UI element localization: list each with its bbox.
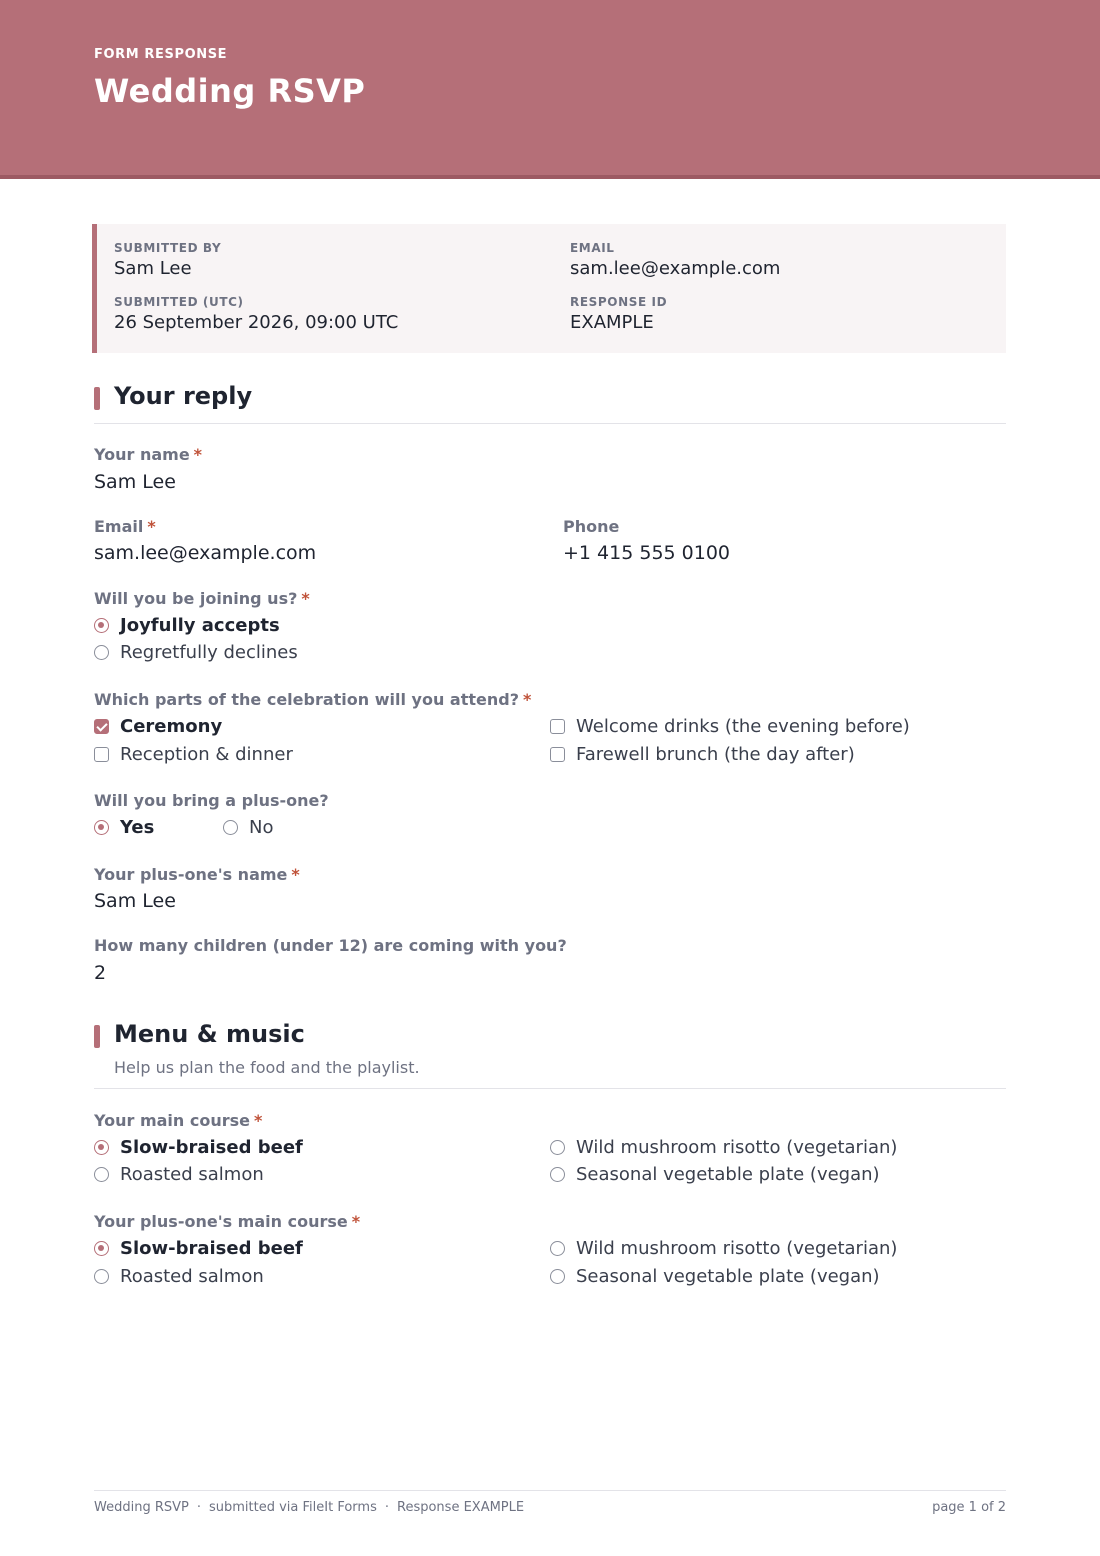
- option-roasted-salmon[interactable]: Roasted salmon: [94, 1163, 264, 1185]
- option-ceremony[interactable]: Ceremony: [94, 715, 222, 737]
- footer-separator: ·: [196, 1500, 201, 1515]
- header-kicker: FORM RESPONSE: [94, 47, 228, 62]
- required-marker: *: [291, 865, 300, 884]
- section-menu-music: [94, 1020, 1006, 1089]
- meta-email: [570, 241, 780, 279]
- answer-your-name: Sam Lee: [94, 471, 176, 493]
- meta-label: SUBMITTED (UTC): [114, 295, 244, 309]
- meta-label: EMAIL: [570, 241, 615, 255]
- question-children: How many children (under 12) are coming with you?: [94, 936, 567, 955]
- meta-value: Sam Lee: [114, 258, 192, 279]
- question-your-name: Your name *: [94, 445, 203, 464]
- option-vegetable-plate[interactable]: Seasonal vegetable plate (vegan): [550, 1163, 880, 1185]
- footer-info: [94, 1500, 524, 1515]
- meta-value: EXAMPLE: [570, 312, 654, 333]
- option-regretfully-declines[interactable]: Regretfully declines: [94, 641, 298, 663]
- option-plus-one-slow-braised-beef[interactable]: Slow-braised beef: [94, 1237, 303, 1259]
- answer-plus-one-name: Sam Lee: [94, 890, 176, 912]
- answer-children: 2: [94, 962, 107, 984]
- meta-label: SUBMITTED BY: [114, 241, 222, 255]
- question-phone: Phone: [563, 517, 620, 536]
- footer-separator: ·: [384, 1500, 389, 1515]
- option-plus-one-vegetable-plate[interactable]: Seasonal vegetable plate (vegan): [550, 1265, 880, 1287]
- option-joyfully-accepts[interactable]: Joyfully accepts: [94, 614, 280, 636]
- option-slow-braised-beef[interactable]: Slow-braised beef: [94, 1136, 303, 1158]
- section-accent-bar: [94, 1025, 100, 1048]
- radio-icon: [550, 1241, 565, 1256]
- submission-meta: [92, 224, 1006, 353]
- option-mushroom-risotto[interactable]: Wild mushroom risotto (vegetarian): [550, 1136, 897, 1158]
- option-reception-dinner[interactable]: Reception & dinner: [94, 743, 293, 765]
- required-marker: *: [254, 1111, 263, 1130]
- footer-via: submitted via FileIt Forms: [209, 1500, 377, 1515]
- radio-icon: [94, 1269, 109, 1284]
- page-footer: [94, 1490, 1006, 1520]
- radio-selected-icon: [94, 1140, 109, 1155]
- answer-email: sam.lee@example.com: [94, 542, 317, 564]
- option-welcome-drinks[interactable]: Welcome drinks (the evening before): [550, 715, 910, 737]
- required-marker: *: [351, 1212, 361, 1231]
- footer-response: Response EXAMPLE: [397, 1500, 525, 1515]
- radio-icon: [94, 1167, 109, 1182]
- footer-form-name: Wedding RSVP: [94, 1500, 189, 1515]
- meta-response-id: [570, 295, 667, 333]
- question-plus-one: Will you bring a plus-one?: [94, 791, 329, 810]
- meta-label: RESPONSE ID: [570, 295, 668, 309]
- section-title: Menu & music: [114, 1020, 305, 1048]
- page-title: Wedding RSVP: [94, 72, 366, 110]
- radio-icon: [550, 1269, 565, 1284]
- question-parts: Which parts of the celebration will you attend? *: [94, 690, 532, 709]
- question-joining: Will you be joining us? *: [94, 589, 310, 608]
- question-plus-one-name: Your plus-one's name *: [94, 865, 300, 884]
- checkbox-icon: [550, 747, 565, 762]
- option-farewell-brunch[interactable]: Farewell brunch (the day after): [550, 743, 855, 765]
- section-accent-bar: [94, 387, 100, 410]
- option-no[interactable]: No: [223, 816, 273, 838]
- question-main-course: Your main course *: [94, 1111, 263, 1130]
- radio-selected-icon: [94, 820, 109, 835]
- meta-submitted-by: [114, 241, 221, 279]
- required-marker: *: [147, 517, 156, 536]
- section-title: Your reply: [114, 382, 253, 410]
- page-number: page 1 of 2: [932, 1500, 1006, 1515]
- section-subtitle: Help us plan the food and the playlist.: [114, 1058, 420, 1077]
- question-plus-one-course: Your plus-one's main course *: [94, 1212, 361, 1231]
- radio-icon: [223, 820, 238, 835]
- checkbox-icon: [94, 747, 109, 762]
- option-yes[interactable]: Yes: [94, 816, 154, 838]
- page-header: [0, 0, 1100, 179]
- answer-phone: +1 415 555 0100: [563, 542, 731, 564]
- meta-value: 26 September 2026, 09:00 UTC: [114, 312, 399, 333]
- radio-icon: [550, 1167, 565, 1182]
- required-marker: *: [193, 445, 203, 464]
- option-plus-one-roasted-salmon[interactable]: Roasted salmon: [94, 1265, 264, 1287]
- checkbox-checked-icon: [94, 719, 109, 734]
- radio-selected-icon: [94, 618, 109, 633]
- meta-submitted-utc: [114, 295, 398, 333]
- meta-value: sam.lee@example.com: [570, 258, 781, 279]
- checkbox-icon: [550, 719, 565, 734]
- required-marker: *: [523, 690, 532, 709]
- required-marker: *: [301, 589, 310, 608]
- radio-icon: [550, 1140, 565, 1155]
- radio-selected-icon: [94, 1241, 109, 1256]
- section-your-reply: [94, 382, 1006, 424]
- option-plus-one-mushroom-risotto[interactable]: Wild mushroom risotto (vegetarian): [550, 1237, 897, 1259]
- radio-icon: [94, 645, 109, 660]
- question-email: Email *: [94, 517, 156, 536]
